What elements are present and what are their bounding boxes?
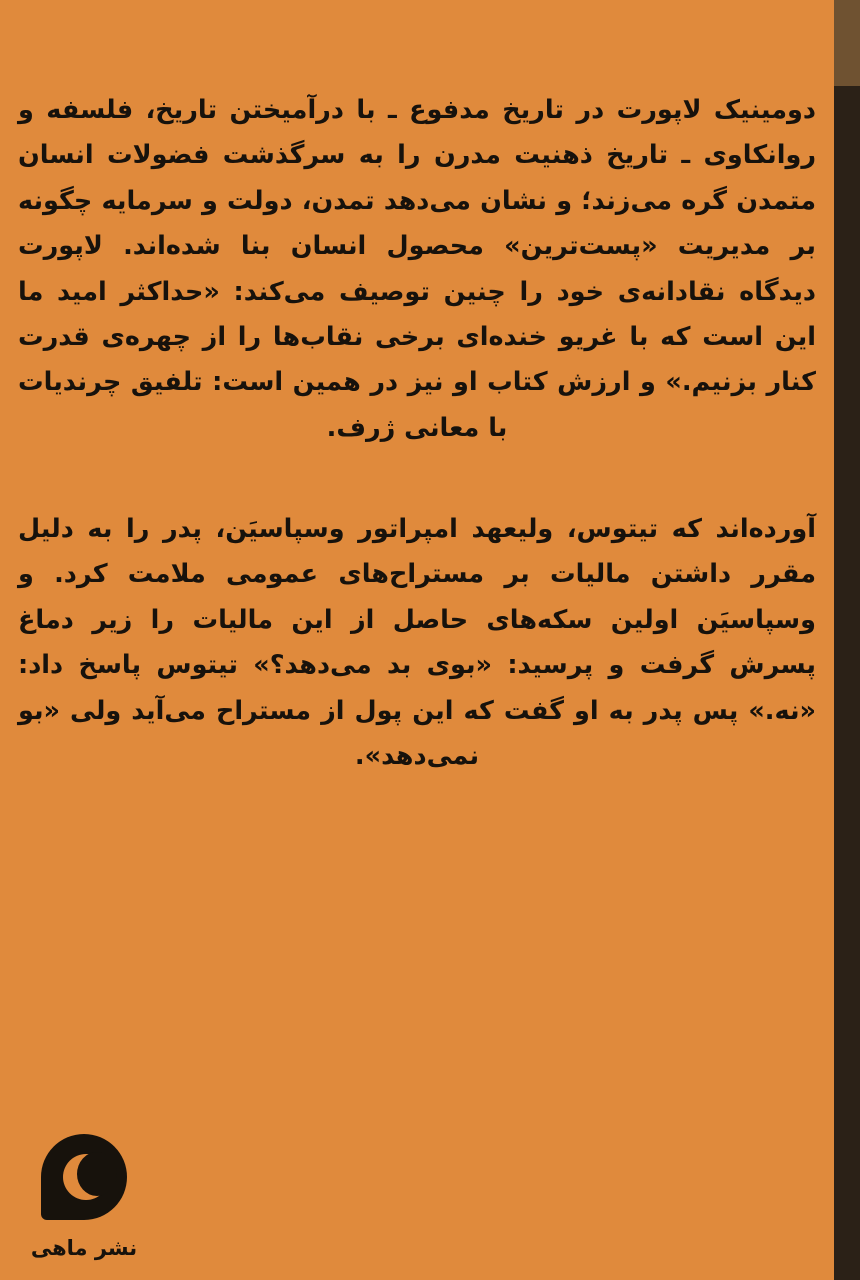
publisher-name: نشر ماهی [30,1236,138,1260]
blurb-paragraph-2: آورده‌اند که تیتوس، ولیعهد امپراتور وسپاسیَن، پدر را به دلیل مقرر داشتن مالیات بر مستراح‌های عمومی ملامت کرد. و وسپاسیَن اولین سکه‌های حاصل از این مالیات را زیر دماغ پسرش گرفت و پرسید: «بوی بد می‌دهد؟» تیتوس پاسخ داد: «نه.» پس پدر به او گفت که این پول از مستراح می‌آید ولی «بو نمی‌دهد». [18,514,816,771]
book-spine [834,0,860,1280]
publisher-mark [24,1134,144,1260]
blurb-paragraph-1: دومینیک لاپورت در تاریخ مدفوع ـ با درآمیختن تاریخ، فلسفه و روانکاوی ـ تاریخ ذهنیت مدرن را به سرگذشت فضولات انسان متمدن گره می‌زند؛ و نشان می‌دهد تمدن، دولت و سرمایه چگونه بر مدیریت «پست‌ترین» محصول انسان بنا شده‌اند. لاپورت دیدگاه نقادانه‌ی خود را چنین توصیف می‌کند: «حداکثر امید ما این است که با غریو خنده‌ای برخی نقاب‌ها را از چهره‌ی قدرت کنار بزنیم.» و ارزش کتاب او نیز در همین است: تلفیق چرندیات با معانی ژرف. [18,95,816,443]
moon-drop-icon [41,1134,127,1230]
back-cover-blurb [18,88,816,779]
spine-top-block [834,0,860,86]
logo-crescent-shape [63,1154,109,1200]
